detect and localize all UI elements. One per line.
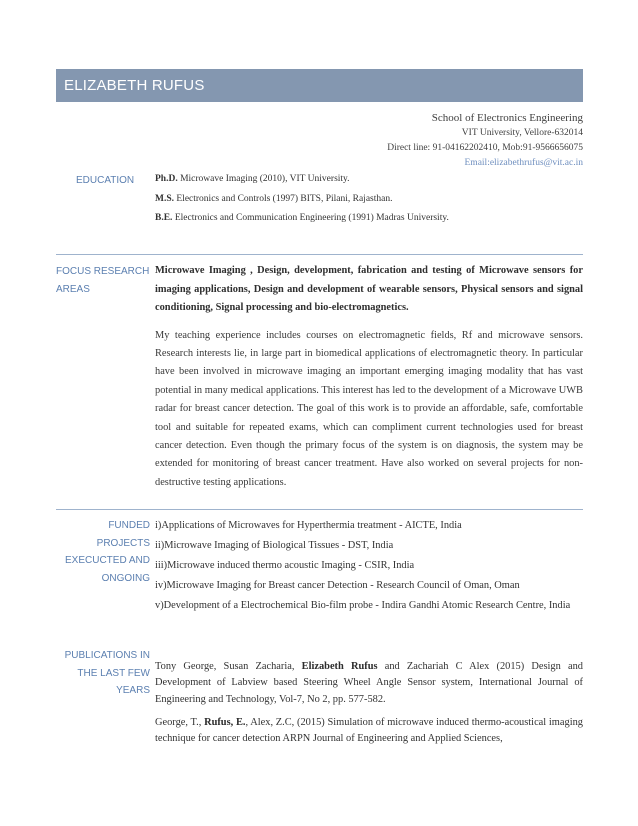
funded-item: iii)Microwave induced thermo acoustic Imaging - CSIR, India [155, 560, 415, 571]
publications-label-line: YEARS [116, 685, 150, 696]
funded-section [155, 518, 583, 618]
funded-item: ii)Microwave Imaging of Biological Tissues - DST, India [155, 540, 394, 551]
education-degree: M.S. [155, 193, 174, 204]
publication-item [155, 715, 583, 748]
publication-authors: Tony George, Susan Zacharia, [155, 661, 302, 672]
funded-item: iv)Microwave Imaging for Breast cancer Detection - Research Council of Oman, Oman [155, 580, 520, 591]
education-detail: Electronics and Controls (1997) BITS, Pilani, Rajasthan. [174, 193, 393, 204]
publications-label [56, 647, 150, 700]
publication-authors: George, T., [155, 716, 205, 728]
funded-label [56, 517, 150, 587]
education-item [155, 213, 583, 224]
focus-label-line: AREAS [56, 283, 90, 295]
publication-author-highlight: Elizabeth Rufus [301, 661, 378, 672]
funded-label-line: EXECUCTED AND [64, 555, 150, 566]
publication-citation: , Alex, Z.C, (2015) Simulation of microwave induced thermo-acoustical imaging technique for cancer detection ARPN Journal of Engineering and Applied Sciences, [155, 716, 583, 745]
focus-label [56, 263, 149, 298]
publications-label-line: THE LAST FEW [77, 667, 150, 679]
contact-block [387, 111, 583, 171]
publication-author-highlight: Rufus, E. [204, 716, 246, 728]
funded-label-line: FUNDED PROJECTS [96, 520, 150, 549]
publication-item [155, 659, 583, 708]
funded-item: i)Applications of Microwaves for Hyperthermia treatment - AICTE, India [155, 520, 462, 531]
publication-citation: and Zachariah C Alex (2015) Design and Development of Labview based Steering Wheel Angle Sensor system, International Journal of Engineering and Technology, Vol-7, No 2, pp. 577-582. [155, 661, 583, 705]
funded-item: v)Development of a Electrochemical Bio-film probe - Indira Gandhi Atomic Research Centre, India [155, 600, 571, 611]
focus-heading: Microwave Imaging , Design, development, fabrication and testing of Microwave sensors for imaging applications, Design and development of wearable sensors, Physical sensors and signal conditioning, Signal processing and bio-electromagnetics. [155, 265, 583, 313]
contact-email[interactable]: Email:elizabethrufus@vit.ac.in [464, 158, 583, 168]
education-degree: B.E. [155, 213, 173, 223]
contact-university: VIT University, Vellore-632014 [461, 128, 583, 138]
education-item [155, 174, 583, 185]
focus-section [155, 262, 583, 492]
focus-body: My teaching experience includes courses on electromagnetic fields, Rf and microwave sensors. Research interests lie, in large part in biomedical applications of electromagnetic theory. In particular have been involved in microwave imaging an important emerging imaging modality that has vast potential in many medical applications. This interest has led to the development of a Microwave UWB radar for breast cancer detection. The goal of this work is to provide an affordable, safe, comfortable tool and suitable for repeated exams, which can compliment current technologies used for breast cancer detection. Even though the primary focus of the system is on diagnosis, the system may be extended for monitoring of breast cancer treatment. Have also worked on several projects for non-destructive testing applications. [155, 329, 583, 488]
education-section [155, 174, 583, 233]
publications-label-line: PUBLICATIONS IN [64, 650, 150, 661]
education-degree: Ph.D. [155, 174, 178, 184]
name-banner [56, 69, 583, 102]
education-detail: Microwave Imaging (2010), VIT University. [177, 174, 350, 184]
funded-label-line: ONGOING [101, 572, 150, 584]
section-divider [56, 254, 583, 255]
education-item [155, 194, 583, 205]
section-divider [56, 509, 583, 510]
person-name: ELIZABETH RUFUS [64, 77, 205, 94]
education-detail: Electronics and Communication Engineering (1991) Madras University. [172, 213, 449, 223]
contact-phone: Direct line: 91-04162202410, Mob:91-9566656075 [387, 143, 583, 153]
publications-section [155, 659, 583, 754]
focus-label-line: FOCUS RESEARCH [56, 266, 150, 277]
contact-school: School of Electronics Engineering [431, 112, 583, 124]
education-label: EDUCATION [76, 175, 135, 186]
